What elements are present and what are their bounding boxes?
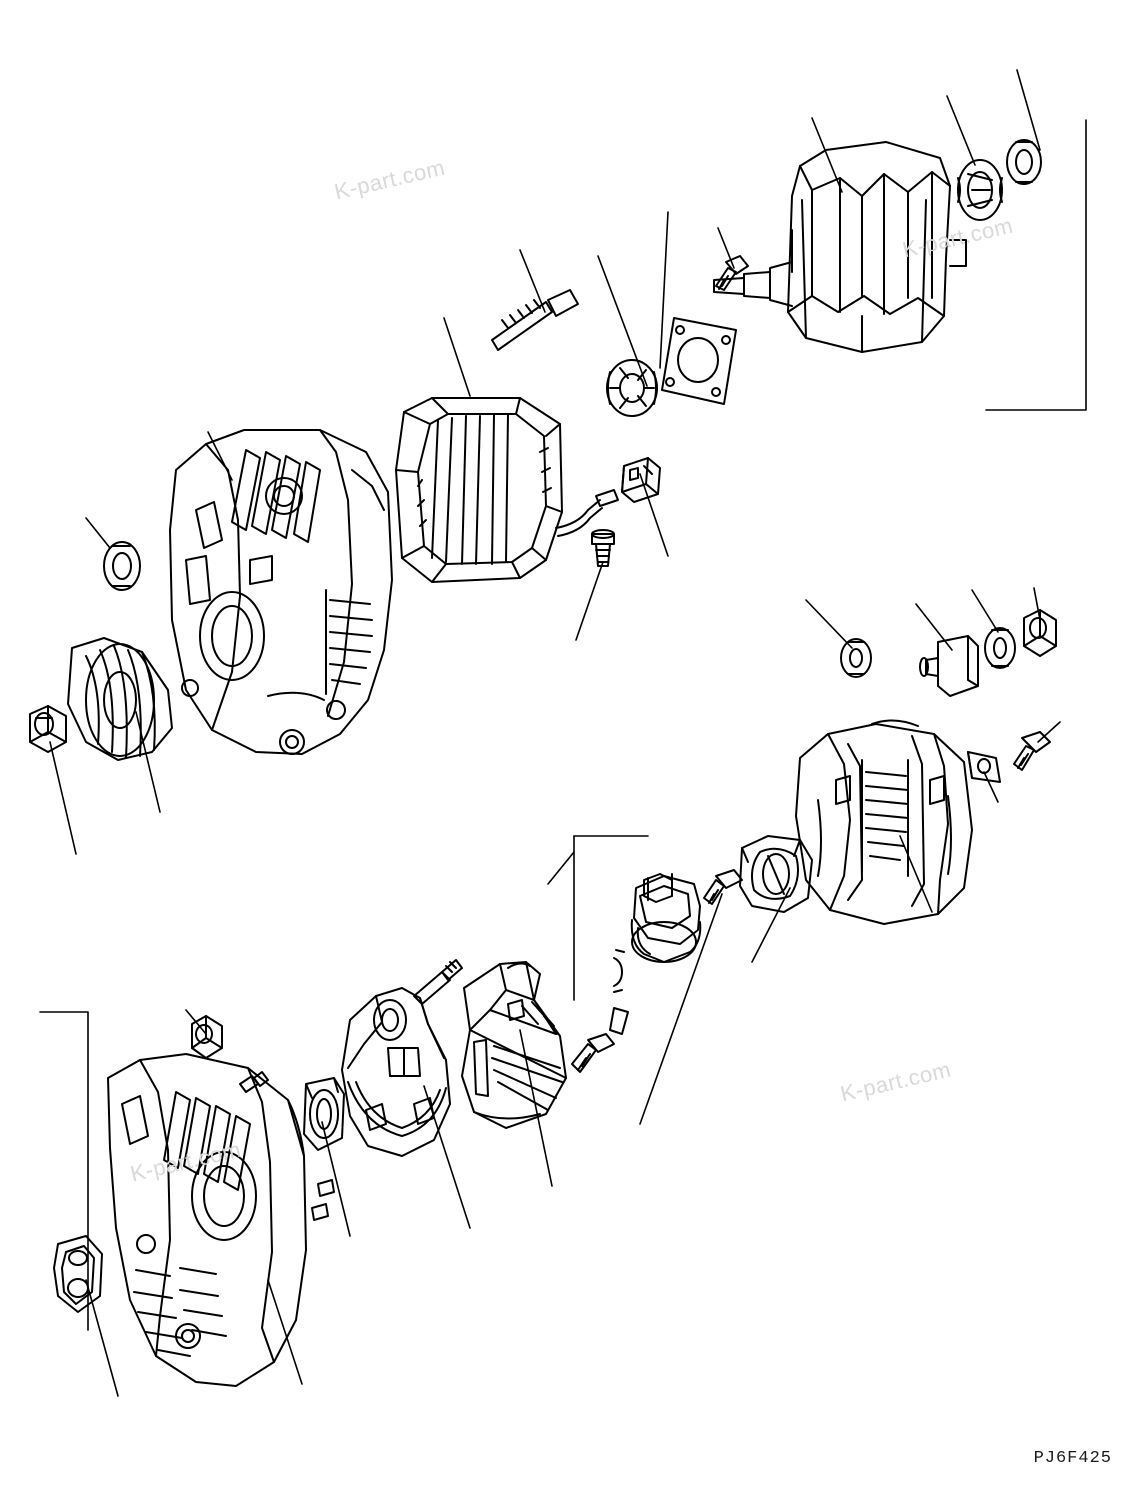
clip-bracket-part (968, 752, 1000, 782)
rear-cover-part (108, 1054, 334, 1386)
bolt-bracket-part (1014, 732, 1050, 770)
gasket-part (54, 1236, 102, 1312)
pulley-part (68, 638, 172, 760)
regulator-part (610, 874, 700, 1034)
washer-mid-part (841, 639, 871, 677)
drawing-code-label: PJ6F425 (1033, 1449, 1112, 1468)
through-bolt-upper-part (492, 290, 578, 350)
bearing-rear-part (958, 160, 1002, 220)
washer-rear-part (1007, 140, 1041, 184)
watermark: K-part.com (128, 1136, 244, 1187)
nut-b-part (1024, 610, 1056, 656)
seal-ring-part (304, 1078, 344, 1150)
brush-holder-part (342, 960, 462, 1156)
nut-part (30, 706, 66, 752)
washer-b-part (985, 628, 1015, 668)
connector-part (622, 458, 660, 502)
watermark: K-part.com (332, 154, 448, 205)
rear-housing-part (796, 720, 972, 924)
bearing-plate-part (662, 318, 736, 404)
screw-rectifier-part (572, 1034, 614, 1072)
terminal-bolt-part (592, 530, 614, 566)
washer-front-part (104, 542, 140, 590)
stator-part (396, 398, 618, 582)
rectifier-part (462, 962, 566, 1128)
bearing-retainer-part (607, 360, 657, 416)
watermark: K-part.com (900, 212, 1016, 263)
screw-regulator-part (704, 870, 742, 904)
front-housing-part (170, 430, 392, 754)
watermark: K-part.com (838, 1056, 954, 1107)
rotor-part (714, 142, 966, 352)
nut-small-lower-part (192, 1016, 222, 1058)
